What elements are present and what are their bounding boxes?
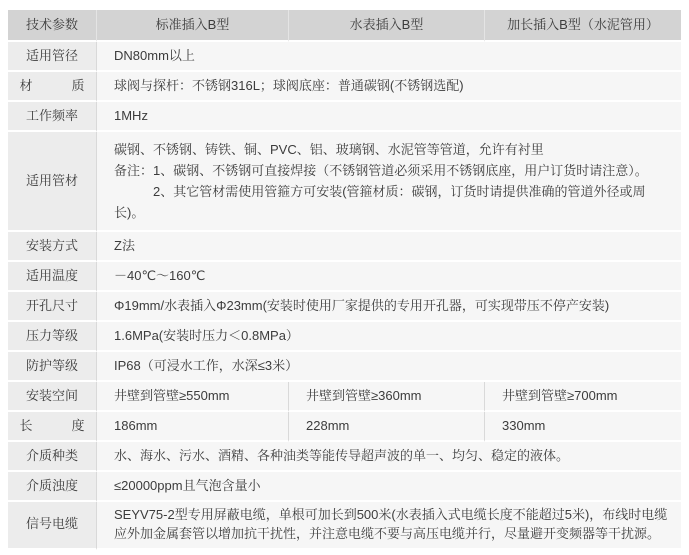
row-label: 介质浊度 bbox=[8, 472, 96, 502]
table-row bbox=[8, 132, 681, 232]
row-label: 防护等级 bbox=[8, 352, 96, 382]
row-label: 适用管径 bbox=[8, 42, 96, 72]
row-label: 信号电缆 bbox=[8, 502, 96, 550]
row-value: 球阀与探杆：不锈钢316L；球阀底座：普通碳钢(不锈钢选配) bbox=[96, 72, 681, 102]
row-value-line: 备注：1、碳钢、不锈钢可直接焊接（不锈钢管道必须采用不锈钢底座，用户订货时请注意）。 bbox=[114, 163, 648, 178]
row-label: 介质种类 bbox=[8, 442, 96, 472]
row-value: SEYV75-2型专用屏蔽电缆，单根可加长到500米(水表插入式电缆长度不能超过5米)，布线时电缆应外加金属套管以增加抗干扰性，并注意电缆不要与高压电缆并行，尽量避开变频器等干扰源。 bbox=[96, 502, 681, 550]
row-label: 开孔尺寸 bbox=[8, 292, 96, 322]
row-value: ≤20000ppm且气泡含量小 bbox=[96, 472, 681, 502]
table-row bbox=[8, 232, 681, 262]
row-value: 1MHz bbox=[96, 102, 681, 132]
row-value: 水、海水、污水、酒精、各种油类等能传导超声波的单一、均匀、稳定的液体。 bbox=[96, 442, 681, 472]
row-value: 228mm bbox=[288, 412, 484, 442]
row-value bbox=[96, 132, 681, 232]
table-row bbox=[8, 262, 681, 292]
spec-table bbox=[8, 10, 681, 550]
table-row bbox=[8, 382, 681, 412]
row-value: 井壁到管壁≥360mm bbox=[288, 382, 484, 412]
row-value: 1.6MPa(安装时压力＜0.8MPa） bbox=[96, 322, 681, 352]
table-row bbox=[8, 42, 681, 72]
row-value: 井壁到管壁≥550mm bbox=[96, 382, 288, 412]
row-value: IP68（可浸水工作，水深≤3米） bbox=[96, 352, 681, 382]
table-row bbox=[8, 102, 681, 132]
row-label: 适用管材 bbox=[8, 132, 96, 232]
row-value: 330mm bbox=[484, 412, 681, 442]
row-value-line: 2、其它管材需使用管箍方可安装(管箍材质：碳钢，订货时请提供准确的管道外径或周长)。 bbox=[114, 184, 646, 220]
table-row bbox=[8, 412, 681, 442]
row-label: 工作频率 bbox=[8, 102, 96, 132]
header-col-extended-insert: 加长插入B型（水泥管用） bbox=[484, 10, 681, 42]
header-col-watermeter-insert: 水表插入B型 bbox=[288, 10, 484, 42]
row-label: 材 质 bbox=[8, 72, 96, 102]
header-col-standard-insert: 标准插入B型 bbox=[96, 10, 288, 42]
row-label: 长 度 bbox=[8, 412, 96, 442]
row-value: 186mm bbox=[96, 412, 288, 442]
row-value: DN80mm以上 bbox=[96, 42, 681, 72]
table-row bbox=[8, 322, 681, 352]
row-value: －40℃～160℃ bbox=[96, 262, 681, 292]
row-value: Φ19mm/水表插入Φ23mm(安装时使用厂家提供的专用开孔器，可实现带压不停产安装) bbox=[96, 292, 681, 322]
table-row bbox=[8, 352, 681, 382]
row-label: 压力等级 bbox=[8, 322, 96, 352]
table-row bbox=[8, 72, 681, 102]
row-value: 井壁到管壁≥700mm bbox=[484, 382, 681, 412]
row-label: 安装方式 bbox=[8, 232, 96, 262]
row-value: Z法 bbox=[96, 232, 681, 262]
header-param-label: 技术参数 bbox=[8, 10, 96, 42]
table-row bbox=[8, 472, 681, 502]
table-row bbox=[8, 292, 681, 322]
row-value-line: 碳钢、不锈钢、铸铁、铜、PVC、铝、玻璃钢、水泥管等管道，允许有衬里 bbox=[114, 142, 544, 157]
table-row bbox=[8, 442, 681, 472]
header-row bbox=[8, 10, 681, 42]
row-label: 安装空间 bbox=[8, 382, 96, 412]
row-label: 适用温度 bbox=[8, 262, 96, 292]
table-row bbox=[8, 502, 681, 550]
